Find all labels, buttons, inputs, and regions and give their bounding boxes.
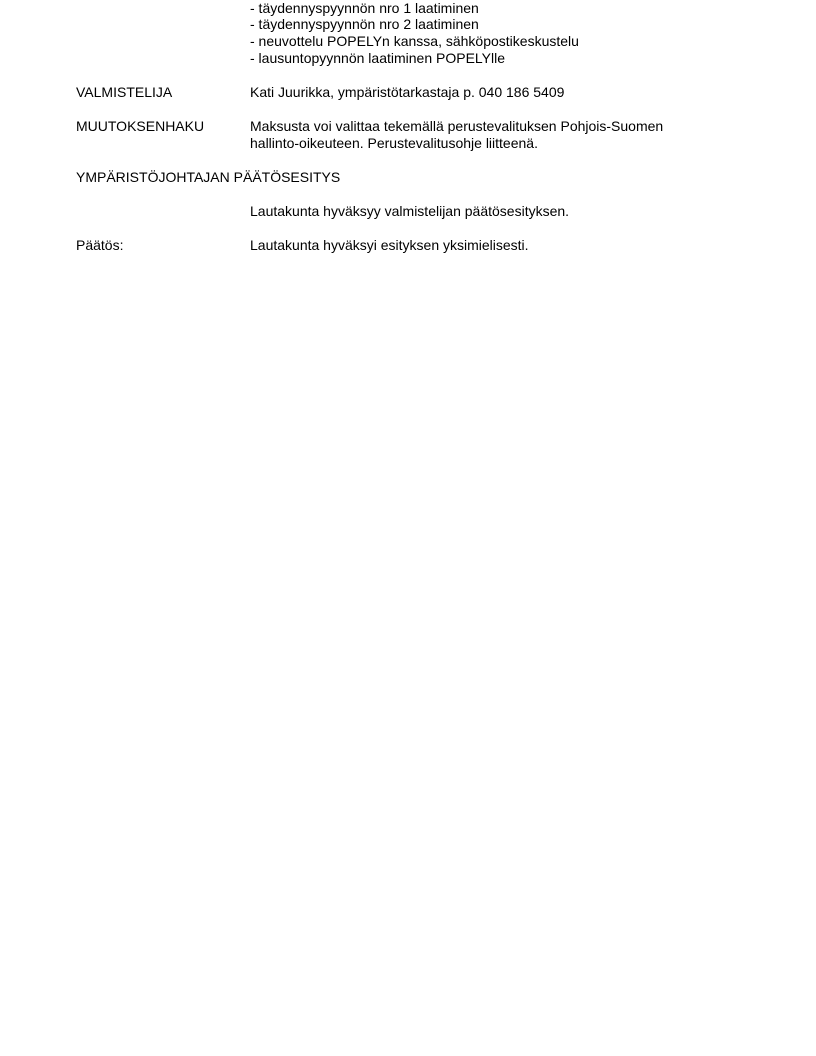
proposal-text: Lautakunta hyväksyy valmistelijan päätösesityksen. — [250, 203, 570, 219]
valmistelija-label: VALMISTELIJA — [76, 84, 173, 100]
work-item: - täydennyspyynnön nro 2 laatiminen — [250, 16, 479, 32]
valmistelija-value: Kati Juurikka, ympäristötarkastaja p. 040 186 5409 — [250, 84, 565, 100]
work-item: - lausuntopyynnön laatiminen POPELYlle — [250, 50, 506, 66]
decision-text: Lautakunta hyväksyi esityksen yksimielisesti. — [250, 237, 529, 253]
proposal-heading: YMPÄRISTÖJOHTAJAN PÄÄTÖSESITYS — [76, 169, 341, 185]
muutoksenhaku-label: MUUTOKSENHAKU — [76, 118, 205, 134]
work-item: - neuvottelu POPELYn kanssa, sähköpostikeskustelu — [250, 33, 579, 49]
muutoksenhaku-text-line: hallinto-oikeuteen. Perustevalitusohje liitteenä. — [250, 135, 538, 151]
decision-label: Päätös: — [76, 237, 124, 253]
work-item: - täydennyspyynnön nro 1 laatiminen — [250, 0, 479, 16]
muutoksenhaku-text-line: Maksusta voi valittaa tekemällä perustevalituksen Pohjois-Suomen — [250, 118, 664, 134]
